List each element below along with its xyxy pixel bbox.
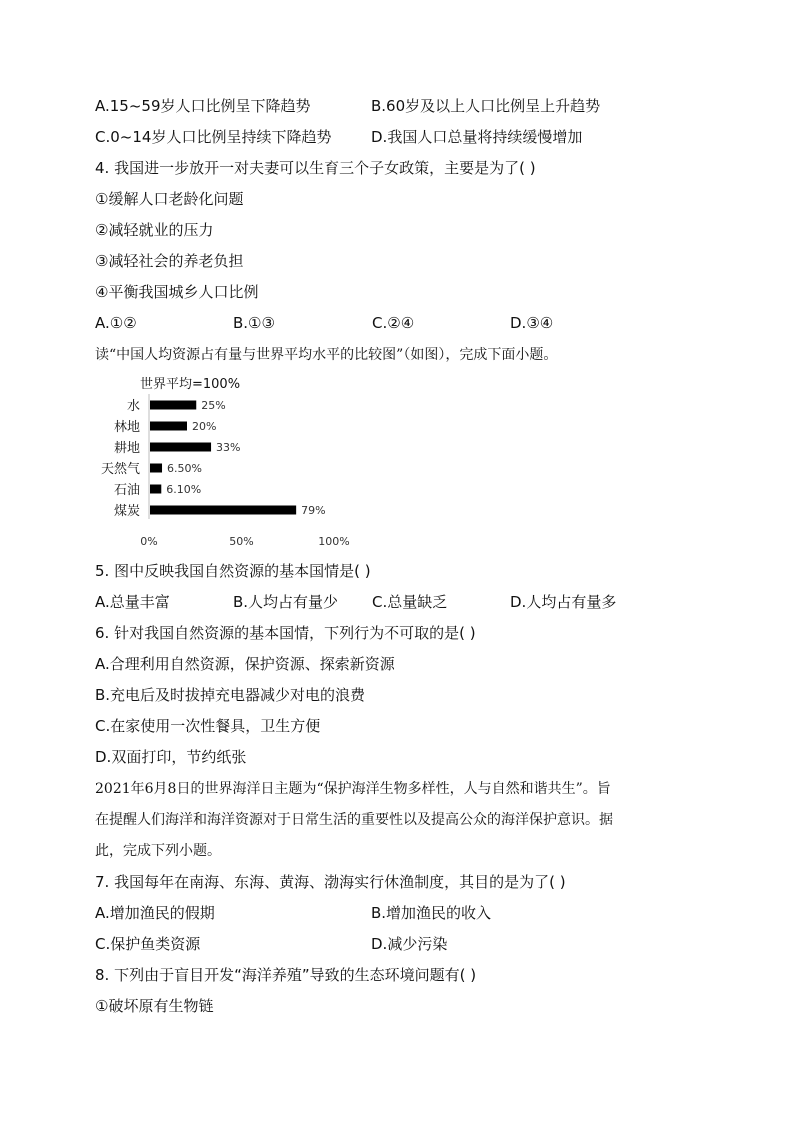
x-tick-label: 100% [318, 535, 350, 548]
q7-option-d: D.减少污染 [371, 935, 448, 953]
q6-stem: 6. 针对我国自然资源的基本国情，下列行为不可取的是( ) [95, 624, 476, 642]
q6-option-b: B.充电后及时拔掉充电器减少对电的浪费 [95, 686, 366, 704]
q3-option-b: B.60岁及以上人口比例呈上升趋势 [371, 97, 601, 115]
category-label: 天然气 [100, 462, 140, 477]
q4-option-d: D.③④ [510, 314, 554, 332]
q5-option-b: B.人均占有量少 [233, 593, 339, 611]
chart-title: 世界平均=100% [140, 377, 241, 392]
bar [150, 506, 296, 515]
category-label: 煤炭 [113, 504, 140, 519]
bar [150, 485, 161, 494]
bar [150, 464, 162, 473]
q7-option-c: C.保护鱼类资源 [95, 935, 201, 953]
chart-svg [95, 372, 375, 552]
q6-option-d: D.双面打印，节约纸张 [95, 748, 247, 766]
q6-option-c: C.在家使用一次性餐具，卫生方便 [95, 717, 321, 735]
q4-item-2: ②减轻就业的压力 [95, 221, 214, 239]
q5-stem: 5. 图中反映我国自然资源的基本国情是( ) [95, 562, 371, 580]
q4-item-1: ①缓解人口老龄化问题 [95, 190, 244, 208]
q4-stem: 4. 我国进一步放开一对夫妻可以生育三个子女政策，主要是为了( ) [95, 159, 536, 177]
q6-option-a: A.合理利用自然资源，保护资源、探索新资源 [95, 655, 395, 673]
resource-comparison-chart [95, 372, 375, 552]
bar [150, 443, 211, 452]
q4-item-3: ③减轻社会的养老负担 [95, 252, 244, 270]
category-label: 耕地 [113, 441, 140, 456]
bar [150, 422, 187, 431]
data-label: 33% [216, 441, 241, 454]
q5-option-c: C.总量缺乏 [372, 593, 448, 611]
data-label: 79% [301, 504, 326, 517]
x-tick-label: 50% [229, 535, 254, 548]
q5-option-a: A.总量丰富 [95, 593, 170, 611]
category-label: 水 [126, 399, 140, 414]
q4-option-c: C.②④ [372, 314, 415, 332]
x-tick-label: 0% [140, 535, 158, 548]
chart-x-ticks [140, 535, 349, 548]
q7-option-b: B.增加渔民的收入 [371, 904, 492, 922]
data-label: 25% [201, 399, 226, 412]
bar [150, 401, 196, 410]
category-label: 石油 [113, 483, 140, 498]
q7-option-a: A.增加渔民的假期 [95, 904, 215, 922]
q8-item-1: ①破坏原有生物链 [95, 997, 214, 1015]
passage-line-3: 此，完成下列小题。 [95, 843, 221, 859]
q3-option-a: A.15~59岁人口比例呈下降趋势 [95, 97, 311, 115]
q8-stem: 8. 下列由于盲目开发“海洋养殖”导致的生态环境问题有( ) [95, 966, 477, 984]
chart-bars [101, 398, 326, 519]
category-label: 林地 [113, 420, 140, 435]
q4-item-4: ④平衡我国城乡人口比例 [95, 283, 259, 301]
data-label: 6.50% [167, 462, 202, 475]
chart-intro: 读“中国人均资源占有量与世界平均水平的比较图”（如图），完成下面小题。 [95, 347, 558, 363]
q3-option-c: C.0~14岁人口比例呈持续下降趋势 [95, 128, 332, 146]
passage-line-1: 2021年6月8日的世界海洋日主题为“保护海洋生物多样性，人与自然和谐共生”。旨 [95, 781, 611, 797]
passage-line-2: 在提醒人们海洋和海洋资源对于日常生活的重要性以及提高公众的海洋保护意识。据 [95, 812, 613, 828]
data-label: 20% [192, 420, 217, 433]
data-label: 6.10% [166, 483, 202, 496]
q5-option-d: D.人均占有量多 [510, 593, 617, 611]
q7-stem: 7. 我国每年在南海、东海、黄海、渤海实行休渔制度，其目的是为了( ) [95, 873, 566, 891]
q4-option-b: B.①③ [233, 314, 275, 332]
q4-option-a: A.①② [95, 314, 137, 332]
q3-option-d: D.我国人口总量将持续缓慢增加 [371, 128, 583, 146]
